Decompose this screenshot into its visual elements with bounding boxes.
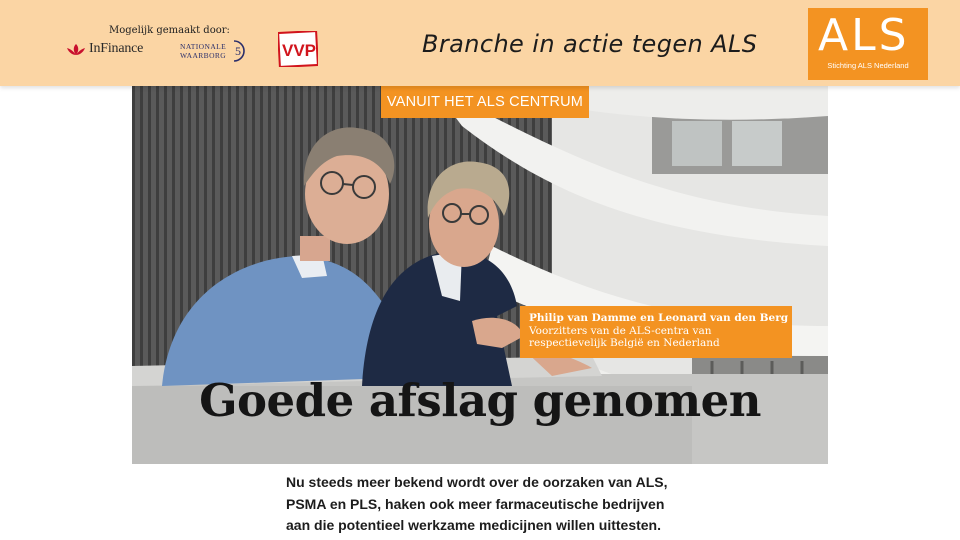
infinance-wordmark: InFinance — [89, 41, 144, 56]
intro-line: aan die potentieel werkzame medicijnen willen uittesten. — [286, 517, 661, 533]
photo-caption — [520, 306, 792, 358]
sponsor-caption: Mogelijk gemaakt door: — [109, 25, 230, 36]
svg-text:5: 5 — [235, 44, 242, 58]
caption-names: Philip van Damme en Leonard van den Berg — [529, 312, 789, 324]
als-logo[interactable] — [808, 8, 928, 80]
nationale-waarborg-logo[interactable] — [180, 38, 248, 64]
article-headline: Goede afslag genomen — [199, 374, 761, 427]
vvp-logo[interactable] — [278, 31, 318, 67]
sponsor-header — [0, 0, 960, 86]
campaign-slogan: Branche in actie tegen ALS — [422, 30, 758, 58]
intro-line: PSMA en PLS, haken ook meer farmaceutische bedrijven — [286, 495, 665, 512]
article-intro — [286, 472, 676, 537]
caption-role-line2: respectievelijk België en Nederland — [529, 337, 720, 349]
lotus-icon — [66, 43, 86, 56]
section-kicker: VANUIT HET ALS CENTRUM — [381, 86, 589, 118]
nw-emblem-icon — [228, 38, 248, 64]
als-logo-subtitle: Stichting ALS Nederland — [827, 61, 909, 70]
caption-role-line1: Voorzitters van de ALS-centra van — [529, 324, 712, 337]
nw-line2: WAARBORG — [180, 51, 227, 60]
als-logo-text: ALS — [818, 10, 910, 61]
nw-line1: NATIONALE — [180, 42, 227, 51]
intro-line: Nu steeds meer bekend wordt over de oorzaken van ALS, — [286, 474, 668, 490]
infinance-logo[interactable] — [66, 41, 143, 57]
vvp-wordmark: VVP — [282, 41, 317, 60]
nationale-waarborg-wordmark — [180, 42, 226, 60]
